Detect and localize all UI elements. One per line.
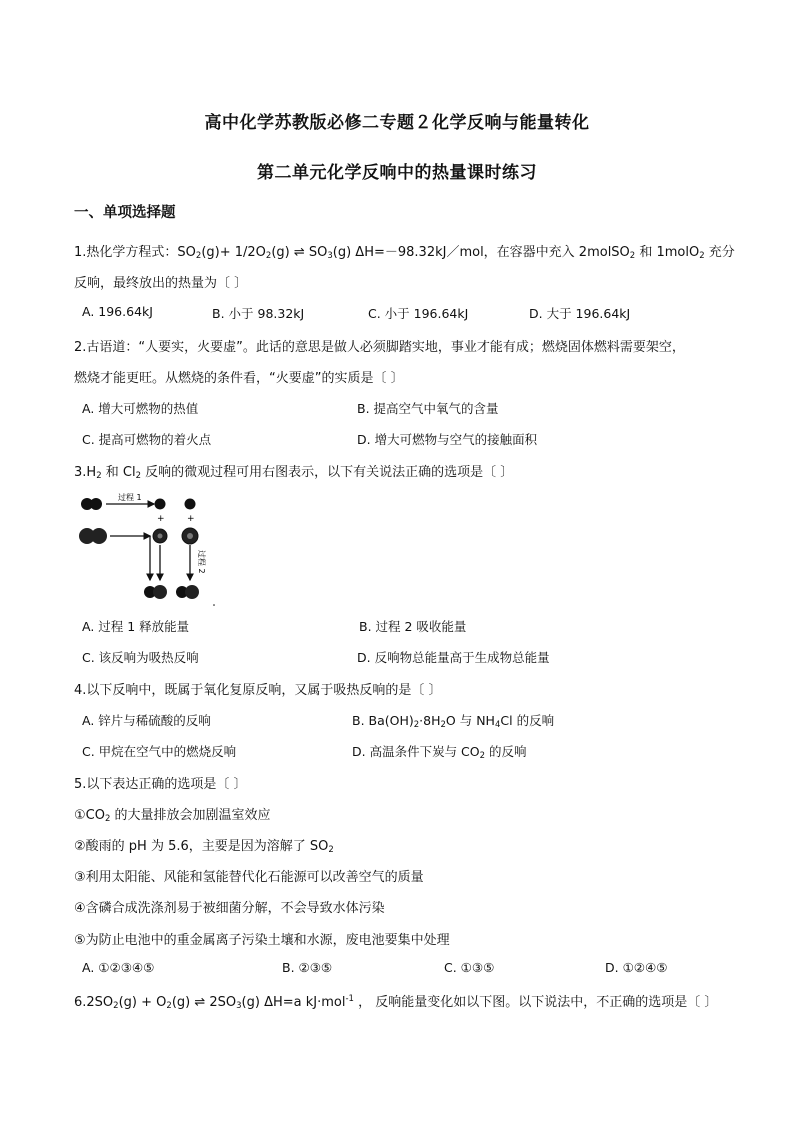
q3-option-c: C. 该反响为吸热反响	[82, 650, 199, 665]
document-subtitle: 第二单元化学反响中的热量课时练习	[257, 163, 537, 183]
q5-item-4: ④含磷合成洗涤剂易于被细菌分解，不会导致水体污染	[74, 901, 385, 916]
cl-atom-core	[187, 533, 193, 539]
q5-stem: 5.以下表达正确的选项是〔 〕	[74, 777, 247, 792]
q5-option-a: A. ①②③④⑤	[82, 960, 155, 975]
process-2-label: 过程 2	[197, 550, 206, 574]
cl-atom-core	[158, 534, 163, 539]
dot-mark	[213, 604, 215, 606]
q3-option-b: B. 过程 2 吸收能量	[359, 619, 467, 634]
hcl-molecule-atom	[153, 585, 167, 599]
q1-stem-line2: 反响，最终放出的热量为〔 〕	[74, 276, 248, 291]
q1-option-b: B. 小于 98.32kJ	[212, 306, 305, 321]
q1-option-a: A. 196.64kJ	[82, 304, 153, 319]
q1-option-d: D. 大于 196.64kJ	[529, 306, 631, 321]
document-title: 高中化学苏教版必修二专题２化学反响与能量转化	[204, 113, 590, 133]
q4-option-c: C. 甲烷在空气中的燃烧反响	[82, 744, 237, 759]
q3-option-d: D. 反响物总能量高于生成物总能量	[357, 650, 550, 665]
q1-option-c: C. 小于 196.64kJ	[368, 306, 469, 321]
q4-option-a: A. 锌片与稀硫酸的反响	[82, 713, 211, 728]
q2-option-b: B. 提高空气中氧气的含量	[357, 401, 499, 416]
q3-option-a: A. 过程 1 释放能量	[82, 619, 190, 634]
h2-molecule-atom	[90, 498, 102, 510]
q4-stem: 4.以下反响中，既属于氧化复原反响，又属于吸热反响的是〔 〕	[74, 683, 442, 698]
q5-item-5: ⑤为防止电池中的重金属离子污染土壤和水源，废电池要集中处理	[74, 933, 450, 948]
q1-stem-line1: 1.热化学方程式：$SO_2(g)+ 1/2O_2(g)$ ⇌ $SO_3(g)$ ΔH=－98.32kJ／mol，在容器中充入 2molSO$_2$ 和 1molO$_2$ 充分	[74, 245, 735, 261]
h-atom	[155, 499, 166, 510]
q5-option-d: D. ①②④⑤	[605, 960, 668, 975]
plus-sign: +	[187, 514, 195, 524]
q2-option-a: A. 增大可燃物的热值	[82, 401, 199, 416]
q5-option-b: B. ②③⑤	[282, 960, 333, 975]
q2-stem-line2: 燃烧才能更旺。从燃烧的条件看，“火要虚”的实质是〔 〕	[74, 371, 404, 386]
q4-option-b: B. $Ba(OH)_2\cdot 8H_2O$ 与 $NH_4Cl$ 的反响	[352, 713, 555, 730]
q2-option-d: D. 增大可燃物与空气的接触面积	[357, 432, 538, 447]
h-atom	[185, 499, 196, 510]
plus-sign: +	[157, 514, 165, 524]
q4-option-d: D. 高温条件下炭与 $CO_2$ 的反响	[352, 744, 527, 761]
q2-option-c: C. 提高可燃物的着火点	[82, 432, 212, 447]
q6-stem: $6.2SO_2(g) + O_2(g)$ ⇌ $2SO_3(g)$ ΔH=a kJ·mol$^{-1}$ ， 反响能量变化如以下图。以下说法中，不正确的选项是〔 〕	[74, 994, 718, 1011]
hcl-molecule-atom	[185, 585, 199, 599]
cl2-molecule-atom	[91, 528, 107, 544]
q5-item-2: ②酸雨的 pH 为 5.6，主要是因为溶解了 $SO_2$	[74, 839, 334, 855]
q5-item-3: ③利用太阳能、风能和氢能替代化石能源可以改善空气的质量	[74, 870, 424, 885]
process-1-label: 过程 1	[118, 493, 142, 502]
q3-stem: $3.H_2$ 和 $Cl_2$ 反响的微观过程可用右图表示，以下有关说法正确的选项是〔 〕	[74, 465, 514, 481]
q2-stem-line1: 2.古语道：“人要实，火要虚”。此话的意思是做人必须脚踏实地，事业才能有成；燃烧固体燃料需要架空，	[74, 340, 685, 355]
q5-item-1: $①CO_2$ 的大量排放会加剧温室效应	[74, 808, 271, 824]
section-heading: 一、单项选择题	[74, 205, 176, 221]
reaction-diagram	[74, 488, 224, 610]
q5-option-c: C. ①③⑤	[444, 960, 495, 975]
